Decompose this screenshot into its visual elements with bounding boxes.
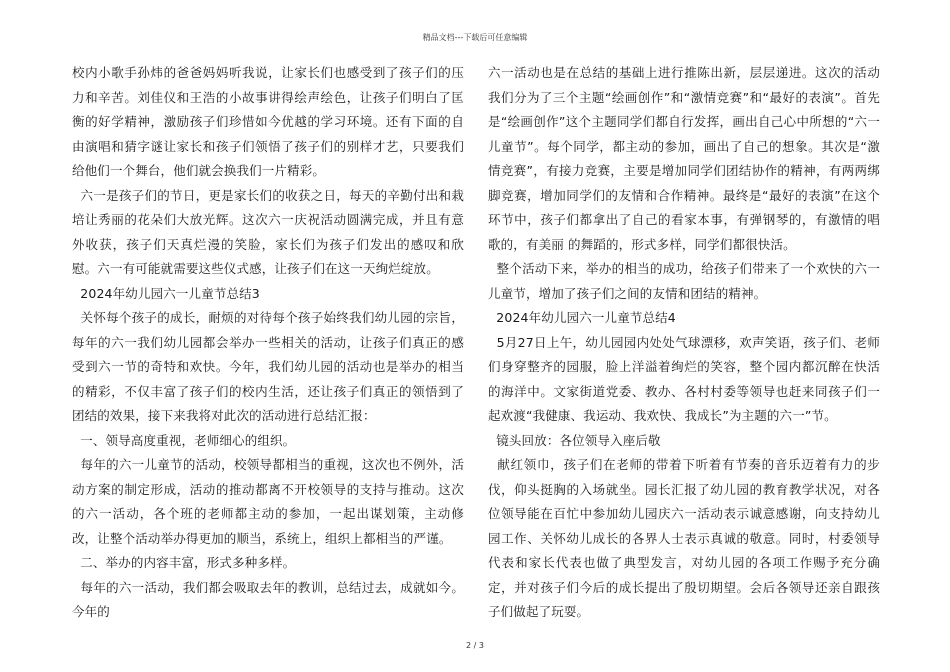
paragraph: 六一活动也是在总结的基础上进行推陈出新，层层递进。这次的活动我们分为了三个主题“绘画创作”和“激情竞赛”和“最好的表演”。首先是“绘画创作”这个主题同学们都自行发挥，画出自己心中所想的“六一儿童节”。每个同学，都主动的参加，画出了自己的想象。其次是“激情竞赛”，有接力竞赛，主要是增加同学们团结协作的精神，有两两绑脚竞赛，增加同学们的友情和合作精神。最终是“最好的表演”在这个环节中，孩子们都拿出了自己的看家本事，有弹钢琴的，有激情的唱歌的，有美丽 的舞蹈的，形式多样，同学们都很快活。 (488, 65, 880, 252)
page-header: 精品文档---下载后可任意编辑 (422, 33, 528, 42)
paragraph: 每年的六一儿童节的活动，校领导都相当的重视，这次也不例外，活动方案的制定形成，活动的推动都离不开校领导的支持与推动。这次的六一活动，各个班的老师都主动的参加，一起出谋划策，主动修改，让整个活动举办得更加的顺当，系统上，组织上都相当的严谨。 (72, 457, 464, 546)
subheading: 一、领导高度重视，老师细心的组织。 (72, 432, 296, 448)
paragraph: 整个活动下来，举办的相当的成功，给孩子们带来了一个欢快的六一儿童节，增加了孩子们之间的友情和团结的精神。 (488, 261, 880, 301)
section-heading: 2024年幼儿园六一儿童节总结3 (72, 285, 260, 301)
paragraph: 六一是孩子们的节日，更是家长们的收获之日，每天的辛勤付出和栽培让秀丽的花朵们大放光辉。这次六一庆祝活动圆满完成，并且有意外收获，孩子们天真烂漫的笑脸，家长们为孩子们发出的感叹和欣慰。六一有可能就需要这些仪式感，让孩子们在这一天绚烂绽放。 (72, 187, 464, 276)
paragraph: 5月27日上午，幼儿园园内处处气球漂移，欢声笑语，孩子们、老师们身穿整齐的园服，脸上洋溢着绚烂的笑容，整个园内都沉醉在快活的海洋中。文家街道党委、教办、各村村委等领导也赶来同孩子们一起欢渡“我健康、我运动、我欢快、我成长”为主题的六一”节。 (488, 334, 881, 423)
page-number: 2 / 3 (466, 641, 484, 650)
paragraph: 献红领巾，孩子们在老师的带着下听着有节奏的音乐迈着有力的步伐，仰头挺胸的入场就坐。园长汇报了幼儿园的教育教学状况，对各位领导能在百忙中参加幼儿园庆六一活动表示诚意感谢，向支持幼儿园工作、关怀幼儿成长的各界人士表示真诚的敬意。同时，村委领导代表和家长代表也做了典型发言，对幼儿园的各项工作赐予充分确定，并对孩子们今后的成长提出了殷切期望。会后各领导还亲自跟孩子们做起了玩耍。 (488, 457, 880, 619)
section-heading: 2024年幼儿园六一儿童节总结4 (488, 310, 676, 325)
subheading: 二、举办的内容丰富，形式多种多样。 (72, 555, 296, 570)
left-column (72, 61, 464, 625)
paragraph: 关怀每个孩子的成长，耐烦的对待每个孩子始终我们幼儿园的宗旨，每年的六一我们幼儿园都会举办一些相关的活动，让孩子们真正的感受到六一节的奇特和欢快。今年，我们幼儿园的活动也是举办的相当的精彩，不仅丰富了孩子们的校内生活，还让孩子们真正的领悟到了团结的效果，接下来我将对此次的活动进行总结汇报： (72, 310, 464, 423)
subheading: 镜头回放：各位领导入座后敬 (488, 432, 661, 448)
paragraph: 每年的六一活动，我们都会吸取去年的教训，总结过去，成就如今。今年的 (72, 579, 464, 619)
paragraph: 校内小歌手孙炜的爸爸妈妈听我说，让家长们也感受到了孩子们的压力和辛苦。刘佳仪和王浩的小故事讲得绘声绘色，让孩子们明白了匡衡的好学精神，激励孩子们珍惜如今优越的学习环境。还有下面的自由演唱和猜字谜让家长和孩子们领悟了孩子们的别样才艺，只要我们给他们一个舞台，他们就会换我们一片精彩。 (72, 65, 464, 178)
right-column (488, 61, 880, 625)
